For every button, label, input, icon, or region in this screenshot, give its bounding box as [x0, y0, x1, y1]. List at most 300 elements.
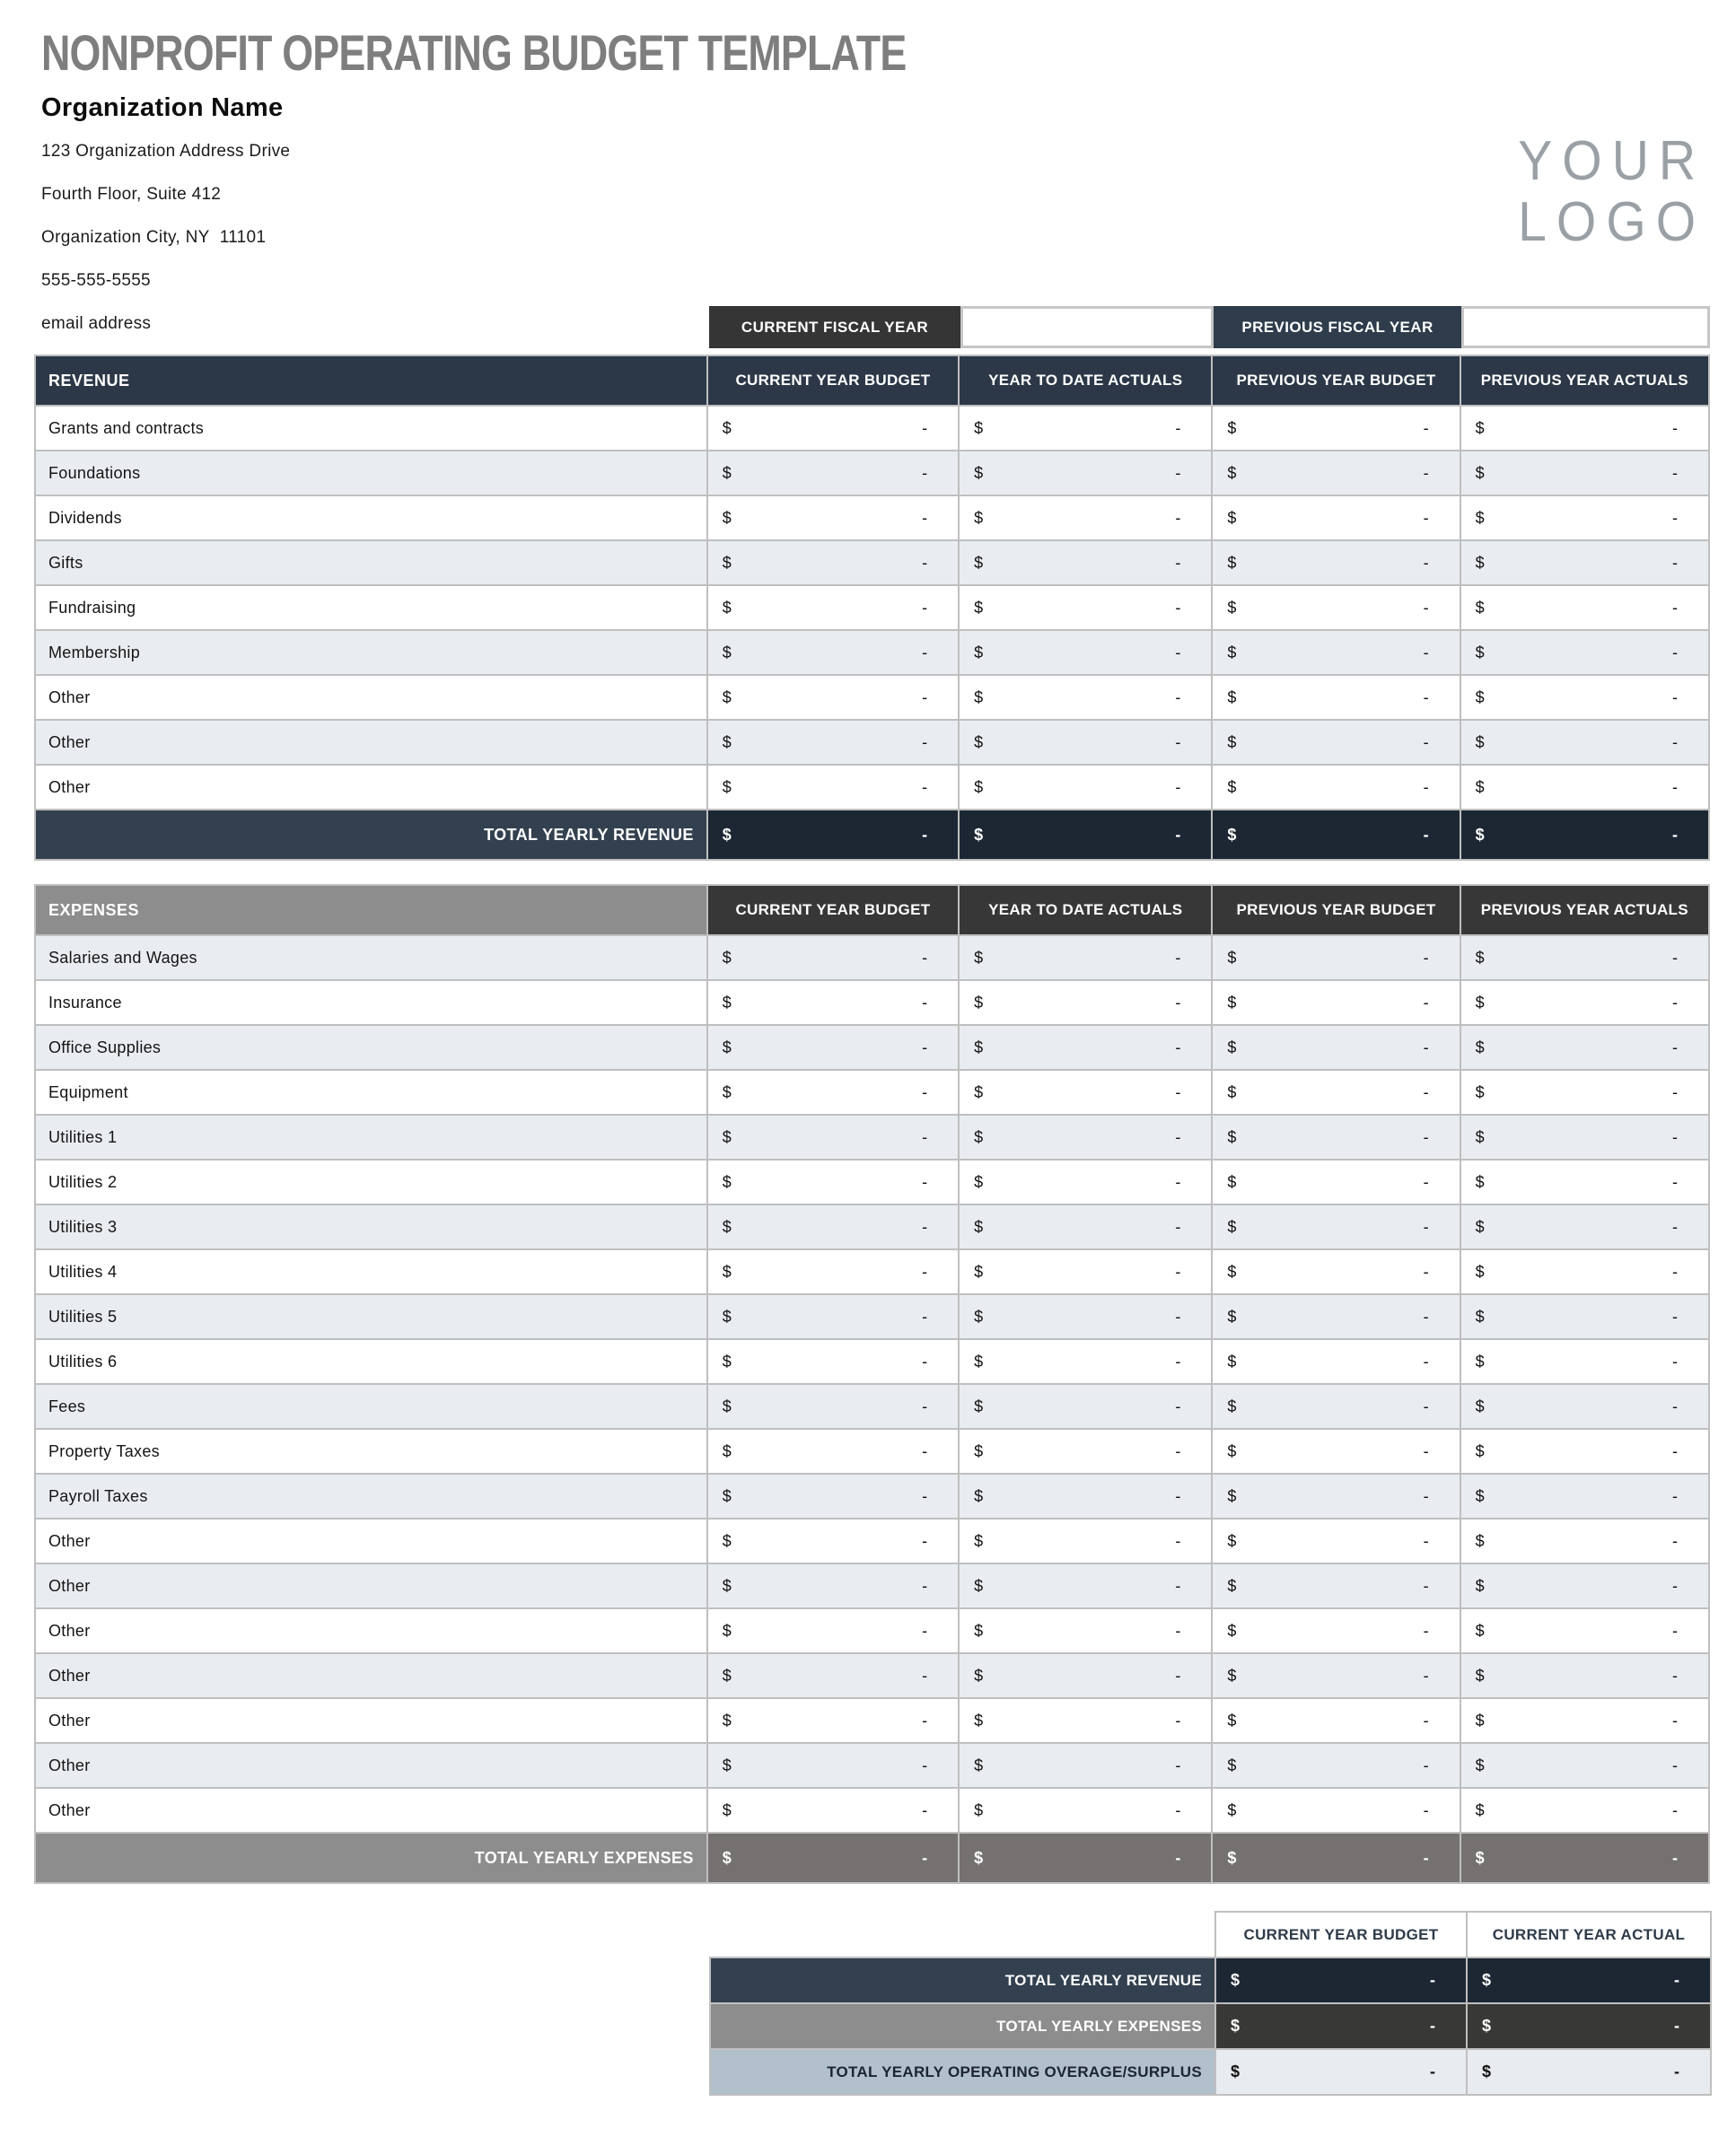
data-row: [35, 1608, 1709, 1653]
amount: [709, 509, 957, 528]
address-line: Fourth Floor, Suite 412: [41, 185, 222, 204]
amount-cell[interactable]: [959, 935, 1212, 980]
amount-cell[interactable]: [1460, 1698, 1709, 1743]
amount-cell[interactable]: [707, 1384, 959, 1429]
amount-cell[interactable]: [1460, 451, 1709, 495]
amount: [709, 644, 957, 662]
amount-cell[interactable]: [959, 1294, 1212, 1339]
currency-symbol: $: [1227, 777, 1237, 796]
amount: [1214, 826, 1458, 845]
amount-cell[interactable]: [1212, 1294, 1460, 1339]
amount-cell[interactable]: [1460, 1563, 1709, 1608]
row-label: Dividends: [35, 495, 707, 540]
amount: [709, 1532, 957, 1551]
amount-cell[interactable]: [1460, 980, 1709, 1025]
currency-symbol: $: [1227, 1397, 1237, 1415]
amount: [1462, 1487, 1707, 1506]
currency-symbol: $: [974, 1127, 984, 1146]
amount: [1214, 464, 1458, 483]
amount-cell: [1215, 1957, 1467, 2003]
amount-cell[interactable]: [1212, 1653, 1460, 1698]
currency-symbol: $: [974, 948, 984, 967]
amount-cell[interactable]: [707, 1608, 959, 1653]
amount-value: -: [1175, 1486, 1181, 1505]
amount-value: -: [1672, 508, 1678, 527]
amount-cell[interactable]: [959, 406, 1212, 451]
amount-value: -: [1175, 825, 1181, 844]
row-label: Payroll Taxes: [35, 1474, 707, 1519]
amount-cell[interactable]: [707, 980, 959, 1025]
amount-cell[interactable]: [1212, 585, 1460, 630]
row-label: Membership: [35, 630, 707, 675]
amount: [960, 509, 1210, 528]
amount: [960, 1038, 1210, 1057]
row-label: Fundraising: [35, 585, 707, 630]
amount-cell[interactable]: [1460, 406, 1709, 451]
amount: [709, 1083, 957, 1102]
amount-value: -: [1672, 418, 1678, 437]
amount: [960, 644, 1210, 662]
amount: [709, 554, 957, 573]
amount-cell[interactable]: [959, 1025, 1212, 1070]
amount-cell[interactable]: [1460, 1653, 1709, 1698]
amount: [1469, 2063, 1709, 2081]
amount-cell[interactable]: [707, 1698, 959, 1743]
amount: [709, 599, 957, 617]
expenses-section-header: EXPENSES: [35, 885, 707, 935]
amount-cell[interactable]: [1212, 1160, 1460, 1204]
amount-value: -: [1175, 1397, 1181, 1415]
page-title: NONPROFIT OPERATING BUDGET TEMPLATE: [41, 24, 907, 81]
amount-cell[interactable]: [1212, 765, 1460, 810]
currency-symbol: $: [722, 1397, 732, 1415]
amount-value: -: [1672, 1576, 1678, 1595]
amount-cell[interactable]: [707, 406, 959, 451]
summary-row-expenses: [710, 2003, 1711, 2049]
amount-value: -: [922, 1621, 928, 1640]
amount: [960, 994, 1210, 1012]
currency-symbol: $: [1227, 1666, 1237, 1685]
amount-cell[interactable]: [707, 630, 959, 675]
amount-cell[interactable]: [707, 765, 959, 810]
amount-cell[interactable]: [707, 1115, 959, 1160]
amount: [1217, 1971, 1465, 1990]
amount-cell[interactable]: [1212, 1025, 1460, 1070]
amount-cell[interactable]: [1460, 1474, 1709, 1519]
amount-value: -: [1175, 777, 1181, 796]
amount-cell[interactable]: [1460, 1249, 1709, 1294]
amount-cell[interactable]: [1212, 451, 1460, 495]
address-line: Organization City, NY 11101: [41, 228, 267, 247]
amount-value: -: [1430, 2063, 1435, 2080]
current-fiscal-year-input[interactable]: [960, 306, 1214, 348]
amount: [1214, 1308, 1458, 1327]
amount-value: -: [1423, 1666, 1429, 1685]
amount-cell[interactable]: [959, 630, 1212, 675]
currency-symbol: $: [1231, 2017, 1241, 2035]
currency-symbol: $: [722, 1217, 732, 1236]
currency-symbol: $: [1227, 418, 1237, 437]
currency-symbol: $: [722, 777, 732, 796]
amount-cell[interactable]: [1460, 1608, 1709, 1653]
amount-cell[interactable]: [1212, 720, 1460, 765]
amount-cell[interactable]: [959, 1563, 1212, 1608]
amount-value: -: [1423, 1262, 1429, 1281]
data-row: [35, 980, 1709, 1025]
amount-value: -: [1175, 1307, 1181, 1326]
amount: [709, 1849, 957, 1868]
amount-cell[interactable]: [1460, 675, 1709, 720]
amount: [960, 1263, 1210, 1282]
amount-value: -: [922, 643, 928, 661]
data-row: [35, 540, 1709, 585]
amount-cell[interactable]: [959, 1249, 1212, 1294]
amount-value: -: [1175, 1848, 1181, 1867]
amount-cell[interactable]: [959, 980, 1212, 1025]
amount-cell[interactable]: [959, 1519, 1212, 1563]
amount-cell[interactable]: [959, 1160, 1212, 1204]
amount: [1462, 599, 1707, 617]
amount: [1462, 688, 1707, 707]
amount-cell[interactable]: [1460, 1384, 1709, 1429]
amount: [1214, 1173, 1458, 1192]
amount-cell[interactable]: [1212, 1474, 1460, 1519]
data-row: [35, 1070, 1709, 1115]
amount-cell[interactable]: [1460, 1788, 1709, 1833]
amount-cell[interactable]: [959, 765, 1212, 810]
amount-cell[interactable]: [1460, 1519, 1709, 1563]
tables-area: [0, 355, 1736, 2096]
amount: [1462, 1712, 1707, 1730]
row-label: Fees: [35, 1384, 707, 1429]
amount-cell[interactable]: [1212, 1115, 1460, 1160]
data-row: [35, 1249, 1709, 1294]
row-label: Gifts: [35, 540, 707, 585]
amount-cell[interactable]: [707, 495, 959, 540]
currency-symbol: $: [974, 1307, 984, 1326]
amount: [1214, 778, 1458, 797]
row-label: Equipment: [35, 1070, 707, 1115]
amount-cell[interactable]: [707, 1025, 959, 1070]
amount-cell[interactable]: [959, 585, 1212, 630]
amount-value: -: [1175, 508, 1181, 527]
amount-cell[interactable]: [707, 1204, 959, 1249]
amount-value: -: [1175, 1217, 1181, 1236]
amount-cell: [1215, 2049, 1467, 2095]
amount-cell[interactable]: [959, 1429, 1212, 1474]
amount: [960, 1849, 1210, 1868]
data-row: [35, 585, 1709, 630]
amount-value: -: [1423, 1711, 1429, 1730]
amount-cell[interactable]: [1460, 1294, 1709, 1339]
amount-cell[interactable]: [1460, 630, 1709, 675]
amount-cell[interactable]: [959, 495, 1212, 540]
currency-symbol: $: [1227, 1307, 1237, 1326]
amount-value: -: [922, 1756, 928, 1774]
row-label: Other: [35, 1743, 707, 1788]
amount-value: -: [1672, 1441, 1678, 1460]
amount-cell[interactable]: [959, 1788, 1212, 1833]
currency-symbol: $: [1227, 1486, 1237, 1505]
amount-cell[interactable]: [1460, 1115, 1709, 1160]
amount-cell[interactable]: [707, 1249, 959, 1294]
amount-value: -: [1423, 1397, 1429, 1415]
previous-fiscal-year-input[interactable]: [1461, 306, 1710, 348]
currency-symbol: $: [974, 463, 984, 482]
amount: [960, 1712, 1210, 1730]
amount-cell[interactable]: [1212, 1249, 1460, 1294]
row-label: Other: [35, 675, 707, 720]
amount-cell[interactable]: [959, 1115, 1212, 1160]
amount-cell[interactable]: [959, 1204, 1212, 1249]
currency-symbol: $: [974, 688, 984, 706]
amount-cell: [1460, 1833, 1709, 1883]
amount-value: -: [1672, 1756, 1678, 1774]
amount-cell[interactable]: [959, 1384, 1212, 1429]
amount: [1462, 1801, 1707, 1820]
amount-cell[interactable]: [959, 1070, 1212, 1115]
amount-cell[interactable]: [1212, 1563, 1460, 1608]
amount: [960, 1128, 1210, 1147]
amount-cell[interactable]: [707, 1474, 959, 1519]
column-header: CURRENT YEAR BUDGET: [707, 885, 959, 935]
amount: [1214, 949, 1458, 968]
total-row: [35, 810, 1709, 860]
currency-symbol: $: [1475, 553, 1485, 572]
amount-cell[interactable]: [707, 1563, 959, 1608]
amount-cell[interactable]: [1460, 1070, 1709, 1115]
amount: [1462, 1128, 1707, 1147]
revenue-table: [34, 355, 1710, 861]
address-line: email address: [41, 314, 152, 333]
currency-symbol: $: [722, 1666, 732, 1685]
currency-symbol: $: [1227, 1756, 1237, 1774]
amount-cell[interactable]: [1212, 495, 1460, 540]
amount-cell[interactable]: [707, 585, 959, 630]
amount-cell[interactable]: [959, 540, 1212, 585]
amount-cell[interactable]: [707, 675, 959, 720]
amount-cell[interactable]: [1212, 980, 1460, 1025]
amount: [1462, 1173, 1707, 1192]
data-row: [35, 1519, 1709, 1563]
row-label: Grants and contracts: [35, 406, 707, 451]
amount-cell[interactable]: [1212, 675, 1460, 720]
amount-cell[interactable]: [1212, 1698, 1460, 1743]
amount: [1462, 509, 1707, 528]
amount-cell[interactable]: [1460, 1160, 1709, 1204]
amount-cell[interactable]: [707, 1653, 959, 1698]
amount-cell[interactable]: [707, 1743, 959, 1788]
organization-name: Organization Name: [41, 93, 284, 122]
amount-cell[interactable]: [1460, 1743, 1709, 1788]
amount-cell[interactable]: [1460, 585, 1709, 630]
amount-cell[interactable]: [1212, 1384, 1460, 1429]
amount-cell[interactable]: [1212, 630, 1460, 675]
row-label: Utilities 1: [35, 1115, 707, 1160]
amount: [1462, 1532, 1707, 1551]
amount-value: -: [1672, 1172, 1678, 1191]
amount-value: -: [1423, 1082, 1429, 1101]
amount-value: -: [922, 1486, 928, 1505]
amount-cell: [959, 810, 1212, 860]
row-label: Other: [35, 1698, 707, 1743]
amount-cell[interactable]: [707, 1429, 959, 1474]
amount-cell[interactable]: [1460, 1429, 1709, 1474]
currency-symbol: $: [722, 598, 732, 617]
currency-symbol: $: [974, 1576, 984, 1595]
currency-symbol: $: [722, 1262, 732, 1281]
currency-symbol: $: [1475, 1217, 1485, 1236]
amount-value: -: [1672, 1666, 1678, 1685]
amount-cell[interactable]: [707, 935, 959, 980]
column-header: CURRENT YEAR BUDGET: [707, 355, 959, 406]
currency-symbol: $: [974, 1756, 984, 1774]
currency-symbol: $: [974, 643, 984, 661]
currency-symbol: $: [1227, 463, 1237, 482]
amount-cell[interactable]: [1460, 1025, 1709, 1070]
amount-cell[interactable]: [1212, 1788, 1460, 1833]
row-label: Utilities 5: [35, 1294, 707, 1339]
amount-cell[interactable]: [959, 1608, 1212, 1653]
amount-cell[interactable]: [959, 720, 1212, 765]
currency-symbol: $: [722, 1621, 732, 1640]
amount-value: -: [1423, 643, 1429, 661]
row-label: Other: [35, 720, 707, 765]
amount-value: -: [922, 418, 928, 437]
currency-symbol: $: [1475, 643, 1485, 661]
amount-cell[interactable]: [1460, 1204, 1709, 1249]
currency-symbol: $: [1475, 732, 1485, 751]
amount-cell[interactable]: [1460, 935, 1709, 980]
amount: [709, 1577, 957, 1596]
currency-symbol: $: [974, 1262, 984, 1281]
amount-cell[interactable]: [1212, 1204, 1460, 1249]
amount-cell[interactable]: [1212, 406, 1460, 451]
amount-cell[interactable]: [1212, 1608, 1460, 1653]
data-row: [35, 720, 1709, 765]
amount: [1214, 1712, 1458, 1730]
amount: [960, 1801, 1210, 1820]
amount-cell[interactable]: [959, 1743, 1212, 1788]
amount-value: -: [922, 1127, 928, 1146]
amount: [1214, 1353, 1458, 1371]
amount-value: -: [1672, 1082, 1678, 1101]
currency-symbol: $: [1475, 1711, 1485, 1730]
currency-symbol: $: [1475, 688, 1485, 706]
amount: [1214, 688, 1458, 707]
amount-value: -: [1423, 993, 1429, 1012]
amount: [709, 1487, 957, 1506]
amount: [960, 1308, 1210, 1327]
currency-symbol: $: [1475, 1038, 1485, 1056]
amount-cell[interactable]: [707, 1519, 959, 1563]
amount-value: -: [1672, 463, 1678, 482]
summary-header-row: [710, 1912, 1711, 1957]
amount-cell[interactable]: [1460, 540, 1709, 585]
amount: [1217, 2063, 1465, 2081]
currency-symbol: $: [974, 777, 984, 796]
currency-symbol: $: [1475, 1441, 1485, 1460]
amount-cell[interactable]: [707, 540, 959, 585]
currency-symbol: $: [722, 1038, 732, 1056]
currency-symbol: $: [1475, 777, 1485, 796]
currency-symbol: $: [1227, 948, 1237, 967]
data-row: [35, 765, 1709, 810]
amount-cell[interactable]: [1460, 765, 1709, 810]
currency-symbol: $: [974, 732, 984, 751]
amount-value: -: [922, 1800, 928, 1819]
amount: [960, 1577, 1210, 1596]
amount-cell[interactable]: [707, 1294, 959, 1339]
amount: [1214, 994, 1458, 1012]
amount: [1214, 1038, 1458, 1057]
amount-cell[interactable]: [707, 1788, 959, 1833]
amount-cell[interactable]: [1460, 495, 1709, 540]
amount-value: -: [1423, 1352, 1429, 1371]
amount-cell[interactable]: [959, 1698, 1212, 1743]
summary-table: [709, 1911, 1712, 2096]
amount-value: -: [1175, 1621, 1181, 1640]
amount-cell[interactable]: [1212, 1429, 1460, 1474]
amount-cell[interactable]: [1212, 1070, 1460, 1115]
amount: [709, 464, 957, 483]
amount-cell[interactable]: [707, 1160, 959, 1204]
amount-cell[interactable]: [959, 1339, 1212, 1384]
amount-cell[interactable]: [1460, 1339, 1709, 1384]
currency-symbol: $: [974, 993, 984, 1012]
amount-value: -: [922, 1397, 928, 1415]
amount: [960, 464, 1210, 483]
currency-symbol: $: [1475, 825, 1485, 844]
row-label: Utilities 6: [35, 1339, 707, 1384]
amount-cell[interactable]: [707, 1339, 959, 1384]
amount-cell[interactable]: [1212, 935, 1460, 980]
amount-cell: [1467, 2003, 1711, 2049]
amount-cell[interactable]: [1212, 1743, 1460, 1788]
amount-value: -: [1423, 1848, 1429, 1867]
amount-value: -: [1175, 1800, 1181, 1819]
amount-cell[interactable]: [959, 675, 1212, 720]
amount: [1214, 1577, 1458, 1596]
amount-cell[interactable]: [707, 1070, 959, 1115]
amount: [1462, 949, 1707, 968]
amount-value: -: [1674, 1971, 1679, 1989]
amount: [1462, 1397, 1707, 1416]
amount: [709, 1173, 957, 1192]
currency-symbol: $: [974, 1038, 984, 1056]
currency-symbol: $: [722, 1307, 732, 1326]
amount-cell[interactable]: [707, 451, 959, 495]
amount-cell[interactable]: [959, 1474, 1212, 1519]
amount-value: -: [1175, 1576, 1181, 1595]
amount-cell[interactable]: [1212, 540, 1460, 585]
amount-cell[interactable]: [959, 451, 1212, 495]
amount-value: -: [1423, 948, 1429, 967]
amount: [1462, 1308, 1707, 1327]
amount-cell[interactable]: [1460, 720, 1709, 765]
amount: [1469, 2017, 1709, 2036]
amount-cell[interactable]: [1212, 1339, 1460, 1384]
currency-symbol: $: [1475, 1800, 1485, 1819]
currency-symbol: $: [974, 418, 984, 437]
amount-value: -: [1175, 1352, 1181, 1371]
currency-symbol: $: [1227, 553, 1237, 572]
currency-symbol: $: [1475, 463, 1485, 482]
row-label: Office Supplies: [35, 1025, 707, 1070]
amount-cell[interactable]: [707, 720, 959, 765]
amount-cell[interactable]: [1212, 1519, 1460, 1563]
amount-cell[interactable]: [959, 1653, 1212, 1698]
